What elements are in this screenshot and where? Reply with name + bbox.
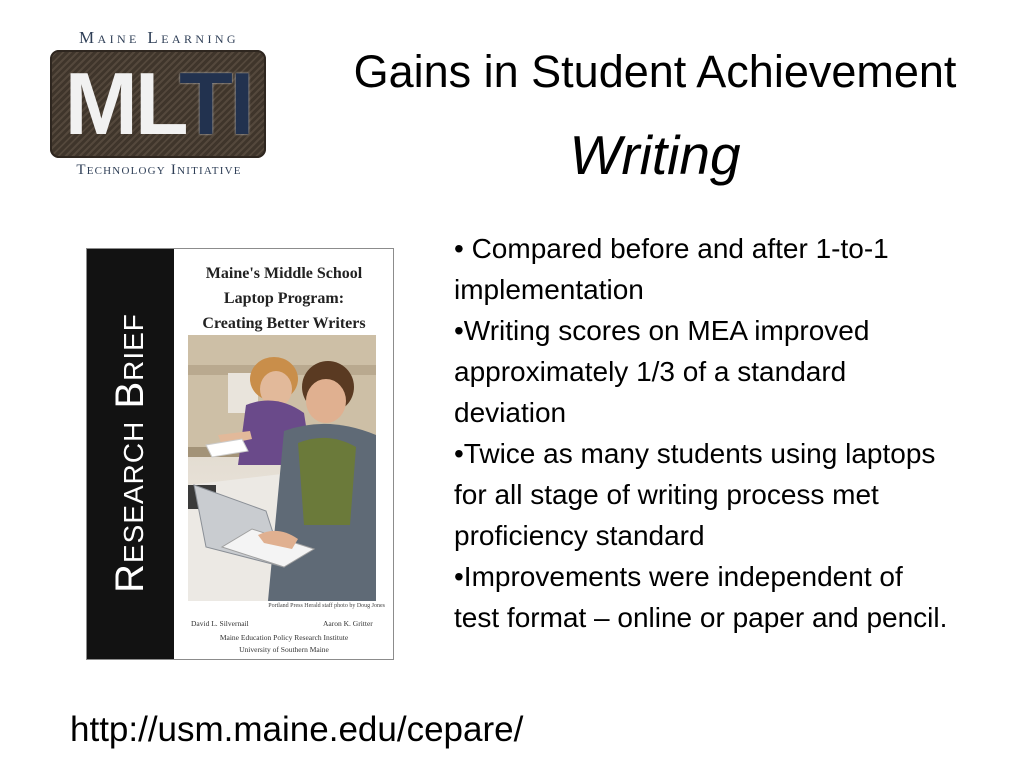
bullet-item: •Twice as many students using laptops for all stage of writing process met proficiency standard [454, 438, 936, 551]
bullet-item: • Compared before and after 1-to-1 implementation [454, 233, 889, 305]
photo-credit: Portland Press Herald staff photo by Doug Jones [268, 603, 385, 609]
logo-letters-dark: TI [179, 54, 252, 153]
cover-title-line: Creating Better Writers [202, 315, 366, 332]
mlti-logo [48, 28, 270, 184]
slide-subtitle: Writing [569, 124, 741, 186]
cover-title [183, 261, 385, 336]
cover-organization: Maine Education Policy Research Institute [219, 633, 349, 642]
logo-top-text: Maine Learning [78, 28, 239, 47]
author-right: Aaron K. Gritter [323, 619, 373, 628]
logo-emblem [50, 50, 266, 158]
cover-title-line: Maine's Middle School [205, 265, 363, 282]
research-brief-cover [86, 248, 394, 660]
source-url: http://usm.maine.edu/cepare/ [70, 710, 524, 749]
cover-university: University of Southern Maine [239, 645, 329, 654]
cover-photo [188, 335, 376, 601]
author-left: David L. Silvernail [191, 619, 249, 628]
students-with-laptops-image [188, 335, 376, 601]
bullet-list [454, 228, 954, 638]
slide-title: Gains in Student Achievement [353, 46, 957, 97]
cover-spine [87, 249, 174, 659]
spine-text: Research Brief [108, 313, 152, 593]
logo-letters-light: ML [64, 54, 180, 153]
bullet-item: •Improvements were independent of test format – online or paper and pencil. [454, 561, 948, 633]
cover-title-line: Laptop Program: [223, 290, 345, 307]
bullet-item: •Writing scores on MEA improved approximately 1/3 of a standard deviation [454, 315, 870, 428]
logo-letters [50, 56, 266, 152]
logo-bottom-text: Technology Initiative [76, 162, 242, 178]
